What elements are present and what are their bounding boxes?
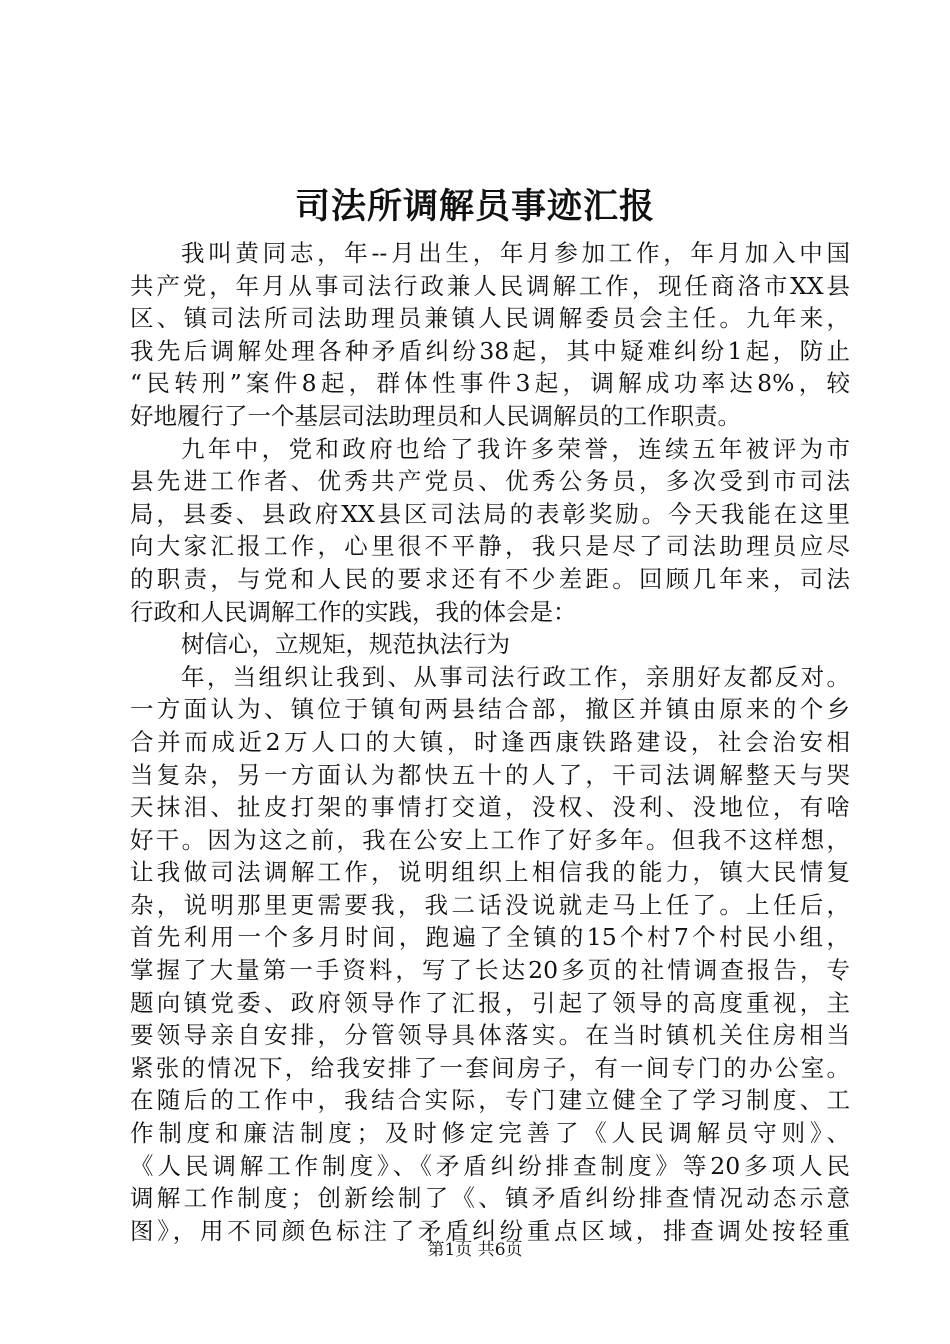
text-line: 作制度和廉洁制度；及时修定完善了《人民调解员守则》、 [130,1119,850,1148]
text-line: 《人民调解工作制度》、《矛盾纠纷排查制度》等20多项人民 [130,1151,850,1180]
text-line: 我先后调解处理各种矛盾纠纷38起，其中疑难纠纷1起，防止 [130,336,850,365]
text-line: 向大家汇报工作，心里很不平静，我只是尽了司法助理员应尽 [130,532,850,561]
text-line: 题向镇党委、政府领导作了汇报，引起了领导的高度重视，主 [130,988,850,1017]
text-line: 杂，说明那里更需要我，我二话没说就走马上任了。上任后， [130,890,850,919]
text-line: 局，县委、县政府XX县区司法局的表彰奖励。今天我能在这里 [130,499,850,528]
text-line: 图》，用不同颜色标注了矛盾纠纷重点区域，排查调处按轻重 [130,1216,850,1245]
text-line: 树信心，立规矩，规范执法行为 [181,630,510,659]
text-line: 行政和人民调解工作的实践，我的体会是： [130,597,577,626]
text-line: 让我做司法调解工作，说明组织上相信我的能力，镇大民情复 [130,858,850,887]
text-line: 紧张的情况下，给我安排了一套间房子，有一间专门的办公室。 [130,1053,850,1082]
text-line: 共产党，年月从事司法行政兼人民调解工作，现任商洛市XX县 [130,271,850,300]
text-line: 县先进工作者、优秀共产党员、优秀公务员，多次受到市司法 [130,467,850,496]
text-line: 年，当组织让我到、从事司法行政工作，亲朋好友都反对。 [181,662,850,691]
text-line: 的职责，与党和人民的要求还有不少差距。回顾几年来，司法 [130,564,850,593]
page-footer: 第1页 共6页 [427,1240,523,1260]
text-line: 好干。因为这之前，我在公安上工作了好多年。但我不这样想， [130,825,850,854]
text-line: 一方面认为、镇位于镇旬两县结合部，撤区并镇由原来的个乡 [130,695,850,724]
text-line: 要领导亲自安排，分管领导具体落实。在当时镇机关住房相当 [130,1021,850,1050]
text-line: 在随后的工作中，我结合实际，专门建立健全了学习制度、工 [130,1086,850,1115]
text-line: 当复杂，另一方面认为都快五十的人了，干司法调解整天与哭 [130,760,850,789]
document-title: 司法所调解员事迹汇报 [294,186,655,227]
text-line: 首先利用一个多月时间，跑遍了全镇的15个村7个村民小组， [130,923,850,952]
text-line: “民转刑”案件8起，群体性事件3起，调解成功率达8%，较 [130,369,850,398]
text-line: 天抹泪、扯皮打架的事情打交道，没权、没利、没地位，有啥 [130,793,850,822]
text-line: 合并而成近2万人口的大镇，时逢西康铁路建设，社会治安相 [130,727,850,756]
text-line: 九年中，党和政府也给了我许多荣誉，连续五年被评为市 [181,434,850,463]
text-line: 区、镇司法所司法助理员兼镇人民调解委员会主任。九年来， [130,304,850,333]
text-line: 我叫黄同志，年--月出生，年月参加工作，年月加入中国 [181,239,850,267]
text-line: 掌握了大量第一手资料，写了长达20多页的社情调查报告，专 [130,956,850,985]
text-line: 调解工作制度；创新绘制了《、镇矛盾纠纷排查情况动态示意 [130,1184,850,1213]
document-body [130,237,850,1247]
text-line: 好地履行了一个基层司法助理员和人民调解员的工作职责。 [130,401,741,430]
